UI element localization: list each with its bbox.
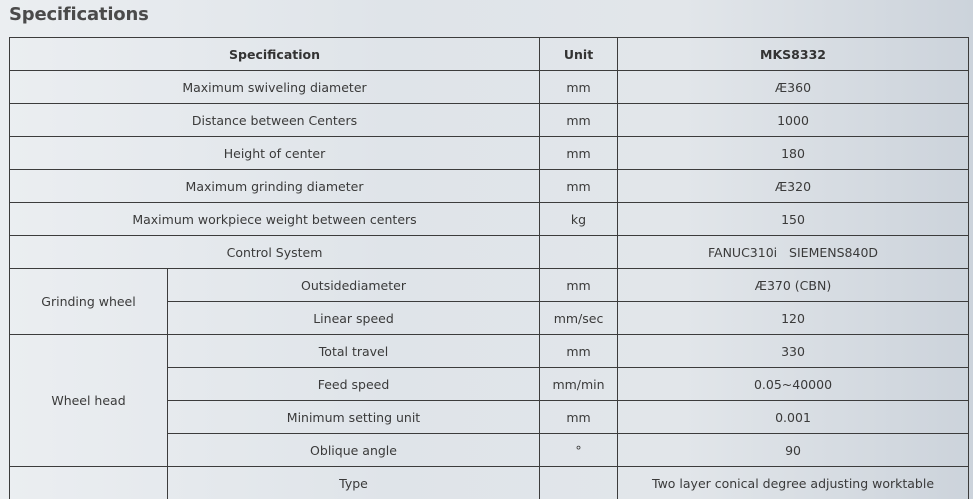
value-cell: 1000 [618, 104, 969, 137]
unit-cell [540, 467, 618, 499]
spec-cell: Total travel [168, 335, 540, 368]
value-cell: 330 [618, 335, 969, 368]
value-cell: 150 [618, 203, 969, 236]
value-cell: Two layer conical degree adjusting worktable [618, 467, 969, 499]
group-grinding-wheel: Grinding wheel [10, 269, 168, 335]
spec-cell: Distance between Centers [10, 104, 540, 137]
spec-cell: Maximum workpiece weight between centers [10, 203, 540, 236]
specifications-table [9, 37, 969, 499]
unit-cell: mm/min [540, 368, 618, 401]
header-specification: Specification [10, 38, 540, 71]
table-row [10, 170, 969, 203]
spec-cell: Minimum setting unit [168, 401, 540, 434]
spec-cell: Control System [10, 236, 540, 269]
unit-cell: mm [540, 137, 618, 170]
unit-cell: mm [540, 104, 618, 137]
value-cell: Æ320 [618, 170, 969, 203]
unit-cell: mm [540, 335, 618, 368]
header-row [10, 38, 969, 71]
table-row [10, 236, 969, 269]
value-cell: 90 [618, 434, 969, 467]
table-row [10, 203, 969, 236]
unit-cell: mm [540, 269, 618, 302]
table-row [10, 104, 969, 137]
spec-cell: Maximum grinding diameter [10, 170, 540, 203]
value-cell: 120 [618, 302, 969, 335]
spec-cell: Oblique angle [168, 434, 540, 467]
unit-cell: kg [540, 203, 618, 236]
table-row [10, 137, 969, 170]
header-model: MKS8332 [618, 38, 969, 71]
page-title: Specifications [9, 4, 149, 25]
value-cell: Æ360 [618, 71, 969, 104]
spec-cell: Linear speed [168, 302, 540, 335]
table-row [10, 335, 969, 368]
group-wheel-head: Wheel head [10, 335, 168, 467]
value-cell: FANUC310i SIEMENS840D [618, 236, 969, 269]
value-cell: 0.001 [618, 401, 969, 434]
value-cell: Æ370 (CBN) [618, 269, 969, 302]
unit-cell: mm [540, 71, 618, 104]
spec-cell: Feed speed [168, 368, 540, 401]
table-row [10, 269, 969, 302]
unit-cell [540, 236, 618, 269]
group-worktable [10, 467, 168, 499]
unit-cell: mm [540, 170, 618, 203]
unit-cell: mm [540, 401, 618, 434]
spec-cell: Maximum swiveling diameter [10, 71, 540, 104]
spec-cell: Outsidediameter [168, 269, 540, 302]
value-cell: 180 [618, 137, 969, 170]
header-unit: Unit [540, 38, 618, 71]
table-row [10, 71, 969, 104]
unit-cell: mm/sec [540, 302, 618, 335]
spec-cell: Type [168, 467, 540, 499]
table-row [10, 467, 969, 499]
spec-cell: Height of center [10, 137, 540, 170]
value-cell: 0.05~40000 [618, 368, 969, 401]
unit-cell: ° [540, 434, 618, 467]
